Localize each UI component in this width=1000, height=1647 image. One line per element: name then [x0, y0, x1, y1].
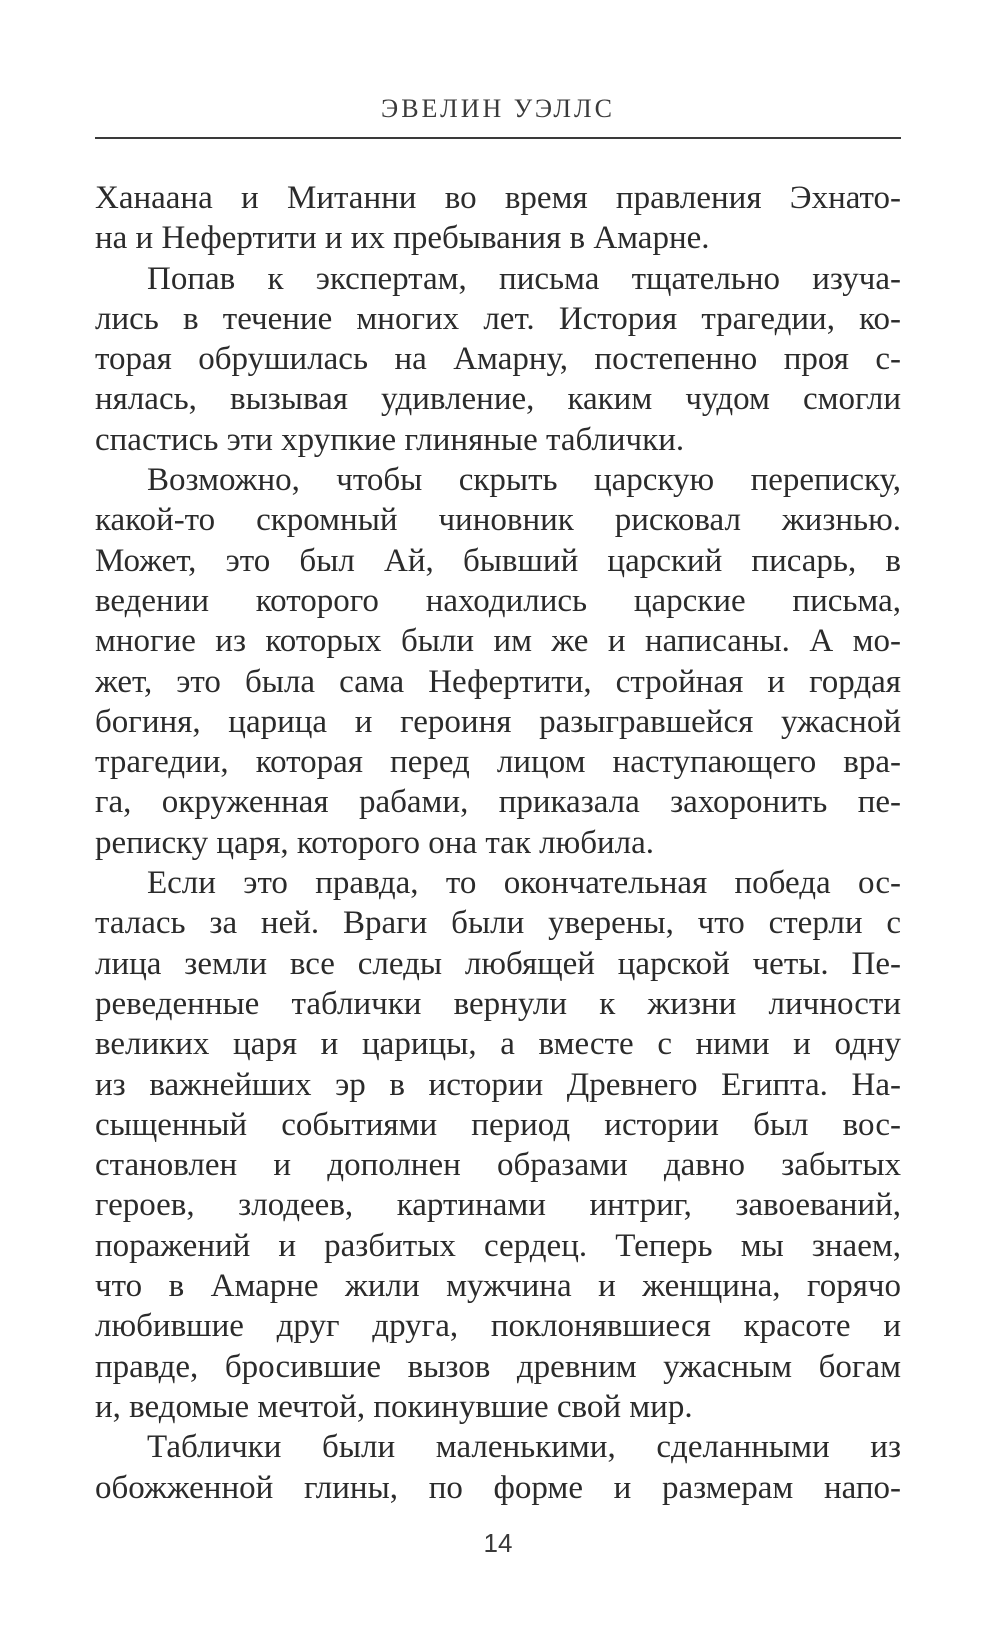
text-line: реписку царя, которого она так любила. [95, 824, 655, 861]
text-line: правде, бросившие вызов древним ужасным богам [95, 1348, 901, 1385]
body-text [95, 178, 901, 1508]
text-line: богиня, царица и героиня разыгравшейся ужасной [95, 703, 901, 740]
text-line: Если это правда, то окончательная победа ос- [147, 865, 901, 902]
text-line: нялась, вызывая удивление, каким чудом смогли [95, 381, 901, 418]
text-line: из важнейших эр в истории Древнего Египта. На- [95, 1066, 901, 1103]
text-line: сыщенный событиями период истории был вос- [95, 1106, 901, 1143]
text-line: Возможно, чтобы скрыть царскую переписку, [147, 462, 901, 499]
text-line: Ханаана и Митанни во время правления Эхнато- [95, 180, 901, 216]
text-line: торая обрушилась на Амарну, постепенно проя с- [95, 341, 901, 378]
text-line: спастись эти хрупкие глиняные таблички. [95, 421, 685, 458]
text-line: многие из которых были им же и написаны. А мо- [95, 623, 901, 660]
header-rule [95, 137, 901, 139]
text-line: великих царя и царицы, а вместе с ними и одну [95, 1026, 901, 1063]
text-line: поражений и разбитых сердец. Теперь мы знаем, [95, 1227, 901, 1264]
text-line: любившие друг друга, поклонявшиеся красоте и [95, 1308, 901, 1345]
text-line: какой-то скромный чиновник рисковал жизнью. [95, 502, 901, 539]
text-line: талась за ней. Враги были уверены, что стерли с [95, 905, 901, 942]
text-line: становлен и дополнен образами давно забытых [95, 1147, 901, 1184]
text-line: Таблички были маленькими, сделанными из [147, 1429, 901, 1466]
text-line: реведенные таблички вернули к жизни личности [95, 985, 901, 1022]
text-line: и, ведомые мечтой, покинувшие свой мир. [95, 1388, 693, 1425]
page-number: 14 [483, 1528, 513, 1558]
text-line: что в Амарне жили мужчина и женщина, горячо [95, 1268, 901, 1305]
text-line: лись в течение многих лет. История трагедии, ко- [95, 300, 901, 337]
text-line: героев, злодеев, картинами интриг, завоеваний, [95, 1187, 901, 1224]
text-line: обожженной глины, по форме и размерам напо- [95, 1469, 901, 1506]
text-line: ведении которого находились царские письма, [95, 582, 901, 619]
text-line: на и Нефертити и их пребывания в Амарне. [95, 220, 710, 257]
running-head-author: ЭВЕЛИН УЭЛЛС [381, 94, 615, 123]
text-line: га, окруженная рабами, приказала захоронить пе- [95, 784, 901, 821]
text-line: трагедии, которая перед лицом наступающего вра- [95, 744, 901, 781]
text-line: жет, это была сама Нефертити, стройная и гордая [95, 663, 901, 700]
text-line: Попав к экспертам, письма тщательно изуча- [147, 260, 901, 297]
text-line: Может, это был Ай, бывший царский писарь, в [95, 542, 901, 579]
text-line: лица земли все следы любящей царской четы. Пе- [95, 945, 901, 982]
